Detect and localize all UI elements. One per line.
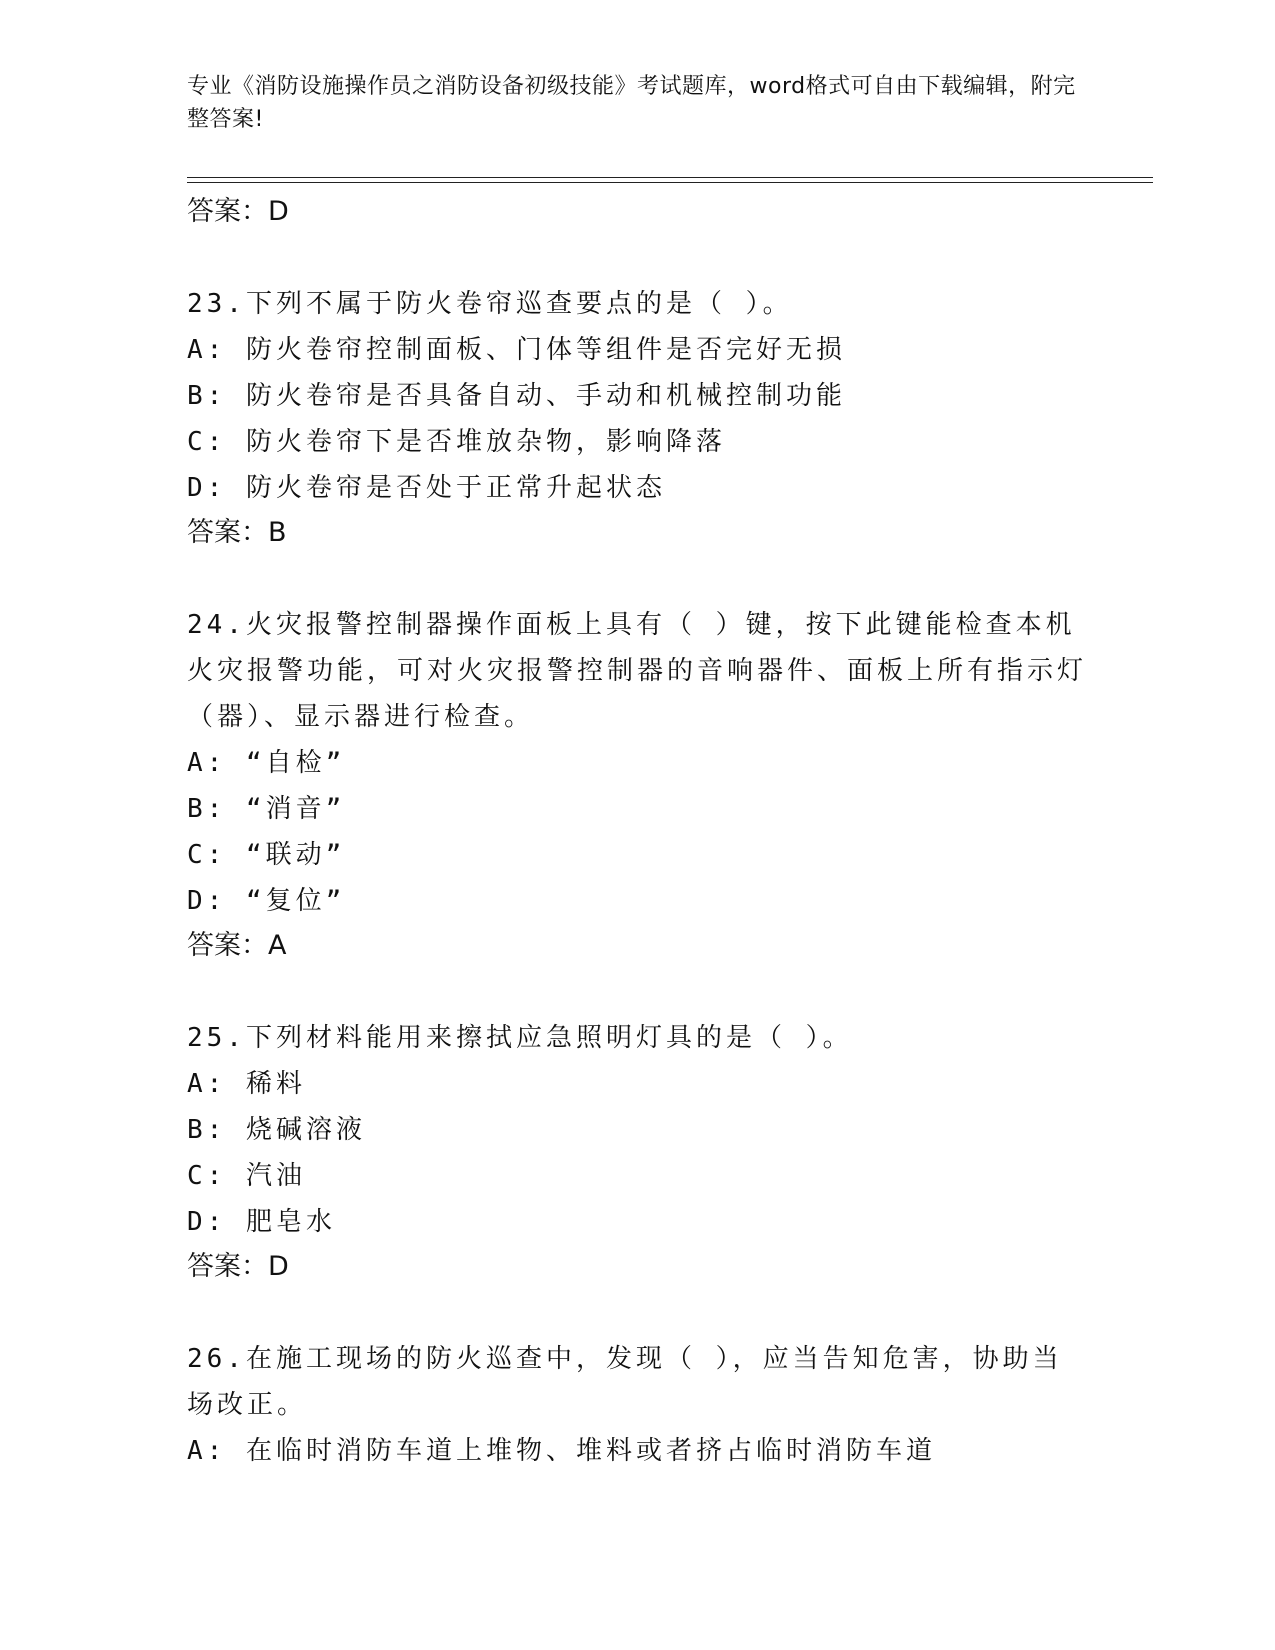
question-24 — [187, 602, 1087, 968]
question-list — [187, 190, 1087, 1474]
answer: 答案：D — [187, 1251, 289, 1282]
question-23 — [187, 281, 1087, 555]
answer: 答案：B — [187, 517, 287, 548]
question-25 — [187, 1015, 1087, 1289]
option-a: A: 在临时消防车道上堆物、堆料或者挤占临时消防车道 — [187, 1436, 936, 1466]
question-26 — [187, 1336, 1087, 1474]
question-stem: 25.下列材料能用来擦拭应急照明灯具的是（ ）。 — [187, 1023, 853, 1053]
option-a: A: 稀料 — [187, 1069, 306, 1099]
option-c: C: “联动” — [187, 840, 346, 870]
option-a: A: 防火卷帘控制面板、门体等组件是否完好无损 — [187, 335, 846, 365]
option-d: D: 防火卷帘是否处于正常升起状态 — [187, 473, 666, 503]
page-header: 专业《消防设施操作员之消防设备初级技能》考试题库，word格式可自由下载编辑，附完整答案! — [187, 74, 1076, 132]
question-stem: 26.在施工现场的防火巡查中，发现（ ），应当告知危害，协助当场改正。 — [187, 1344, 1063, 1420]
option-b: B: “消音” — [187, 794, 346, 824]
header-rule-top — [187, 177, 1153, 178]
answer: 答案：A — [187, 930, 287, 961]
answer-22: 答案：D — [187, 196, 289, 227]
question-stem: 24.火灾报警控制器操作面板上具有（ ）键，按下此键能检查本机火灾报警功能，可对火灾报警控制器的音响器件、面板上所有指示灯（器）、显示器进行检查。 — [187, 610, 1088, 732]
option-d: D: “复位” — [187, 886, 346, 916]
header-rule-bottom — [187, 182, 1153, 183]
option-c: C: 防火卷帘下是否堆放杂物，影响降落 — [187, 427, 726, 457]
option-d: D: 肥皂水 — [187, 1207, 336, 1237]
option-a: A: “自检” — [187, 748, 346, 778]
option-c: C: 汽油 — [187, 1161, 306, 1191]
option-b: B: 烧碱溶液 — [187, 1115, 366, 1145]
option-b: B: 防火卷帘是否具备自动、手动和机械控制功能 — [187, 381, 846, 411]
question-stem: 23.下列不属于防火卷帘巡查要点的是（ ）。 — [187, 289, 793, 319]
